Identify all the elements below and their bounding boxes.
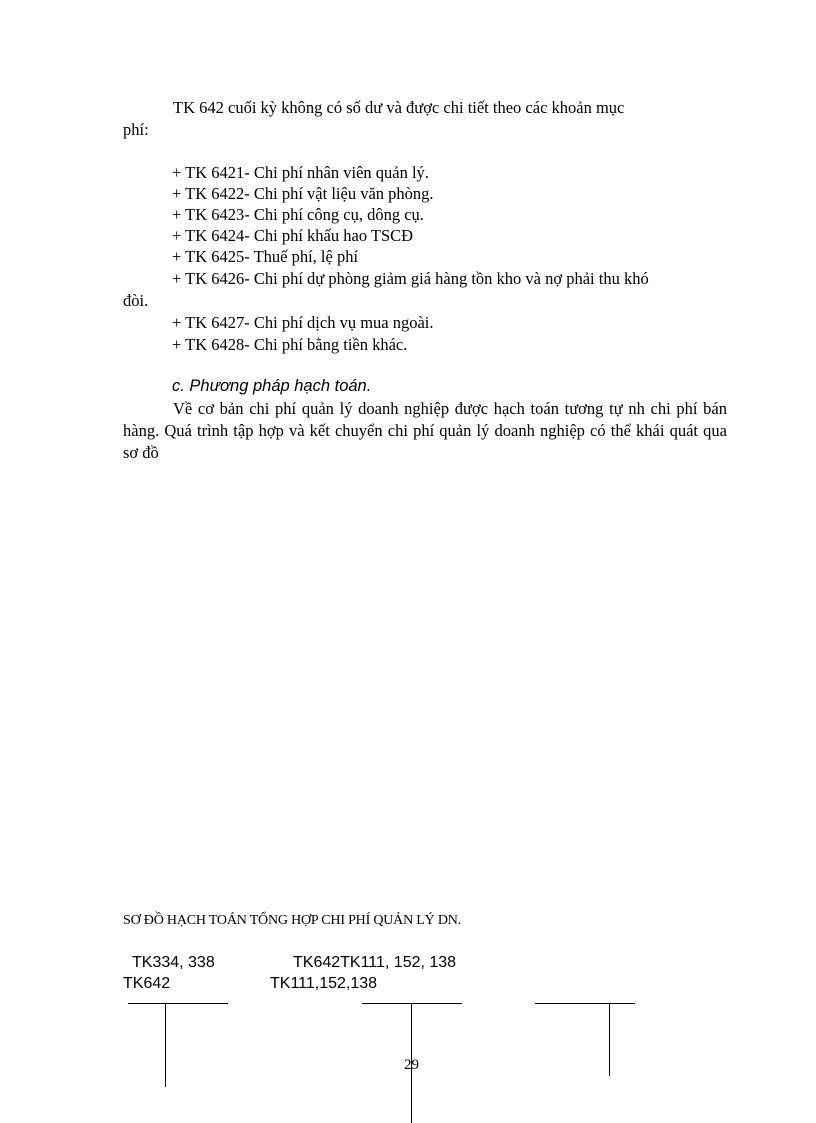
scheme-account-row2-right: TK111,152,138 [270, 975, 378, 992]
account-item-6424: + TK 6424- Chi phí khấu hao TSCĐ [172, 226, 414, 245]
account-item-6428: + TK 6428- Chi phí bằng tiền khác. [172, 335, 408, 354]
intro-paragraph [123, 97, 727, 119]
account-item-6423: + TK 6423- Chi phí công cụ, dông cụ. [172, 205, 424, 224]
t-account-3-stem [609, 1003, 610, 1076]
account-item-6426: + TK 6426- Chi phí dự phòng giảm giá hàng tồn kho và nợ phải thu khó [172, 269, 649, 288]
intro-line-2: phí: [123, 120, 149, 139]
page-number: 29 [404, 1057, 419, 1073]
section-c-body: Về cơ bản chi phí quản lý doanh nghiệp được hạch toán tương tự nh chi phí bán hàng. Quá trình tập hợp và kết chuyển chi phí quản lý doanh nghiệp có thể khái quát qua sơ đồ [123, 399, 727, 462]
t-account-1-stem [165, 1003, 166, 1087]
intro-line-1: TK 642 cuối kỳ không có số dư và được chi tiết theo các khoản mục [173, 98, 625, 117]
scheme-account-row2-left: TK642 [123, 975, 171, 992]
section-c-heading: c. Phương pháp hạch toán. [172, 377, 372, 395]
t-account-3-top-line [535, 1003, 635, 1004]
scheme-title: SƠ ĐỒ HẠCH TOÁN TỔNG HỢP CHI PHÍ QUẢN LÝ DN. [123, 913, 461, 928]
account-item-6425: + TK 6425- Thuế phí, lệ phí [172, 247, 359, 266]
account-item-6421: + TK 6421- Chi phí nhân viên quản lý. [172, 163, 429, 182]
scheme-account-row1-left: TK334, 338 [132, 954, 215, 971]
t-account-2-top-line [362, 1003, 462, 1004]
scheme-account-row1-right: TK642TK111, 152, 138 [293, 954, 457, 971]
account-item-6422: + TK 6422- Chi phí vật liệu văn phòng. [172, 184, 434, 203]
t-account-1-top-line [128, 1003, 228, 1004]
account-item-6426-continuation: đòi. [123, 291, 149, 310]
account-item-6427: + TK 6427- Chi phí dịch vụ mua ngoài. [172, 313, 434, 332]
